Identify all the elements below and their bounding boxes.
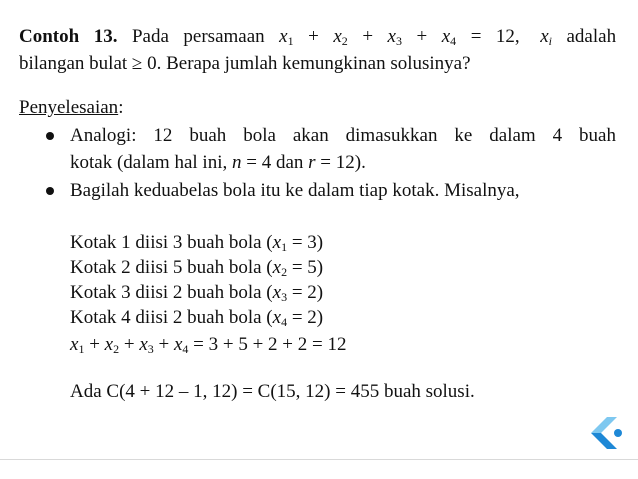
- solution-title: Penyelesaian:: [19, 97, 124, 118]
- term-x1: $x_1$: [279, 26, 294, 48]
- answer-line: Ada C(4 + 12 – 1, 12) = C(15, 12) = 455 buah solusi.: [70, 381, 475, 402]
- plus-sign: +: [416, 26, 428, 47]
- bullet-1-line-1: Analogi: 12 buah bola akan dimasukkan ke dalam 4 buah: [70, 125, 616, 146]
- problem-intro: Pada persamaan: [131, 26, 265, 47]
- box-line-1: Kotak 1 diisi 3 buah bola $(x_1 = 3)$: [70, 232, 324, 254]
- bullet-dot-icon: [46, 187, 54, 195]
- box-line-3: Kotak 3 diisi 2 buah bola $(x_3 = 2)$: [70, 282, 324, 304]
- problem-line-2: bilangan bulat ≥ 0. Berapa jumlah kemungkinan solusinya?: [19, 53, 471, 74]
- problem-line-1: [19, 26, 616, 48]
- term-x4: $x_4$: [441, 26, 457, 48]
- box-line-4: Kotak 4 diisi 2 buah bola $(x_4 = 2)$: [70, 307, 324, 329]
- sum-equation: $x_1 + x_2 + x_3 + x_4 = 3 + 5 + 2 + 2 = 12$: [70, 334, 347, 356]
- logo-bottom-stroke: [591, 433, 617, 449]
- bullet-dot-icon: [46, 132, 54, 140]
- plus-sign: +: [362, 26, 374, 47]
- logo-top-stroke: [591, 417, 617, 433]
- chevron-logo-icon: [585, 413, 625, 453]
- problem-tail: adalah: [566, 26, 617, 47]
- footer-divider: [0, 459, 638, 460]
- bullet-2-text: Bagilah keduabelas bola itu ke dalam tiap kotak. Misalnya,: [70, 180, 520, 201]
- example-label: Contoh 13.: [19, 26, 118, 47]
- total-value: 12,: [495, 26, 520, 47]
- term-x3: $x_3$: [387, 26, 402, 48]
- term-xi: $x_i$: [540, 26, 552, 48]
- plus-sign: +: [308, 26, 319, 47]
- bullet-1-line-2: kotak (dalam hal ini, n = 4 dan r = 12).: [70, 152, 366, 173]
- term-x2: $x_2$: [333, 26, 348, 48]
- equals-sign: =: [470, 26, 482, 47]
- logo-dot: [614, 429, 622, 437]
- box-line-2: Kotak 2 diisi 5 buah bola $(x_2 = 5)$: [70, 257, 324, 279]
